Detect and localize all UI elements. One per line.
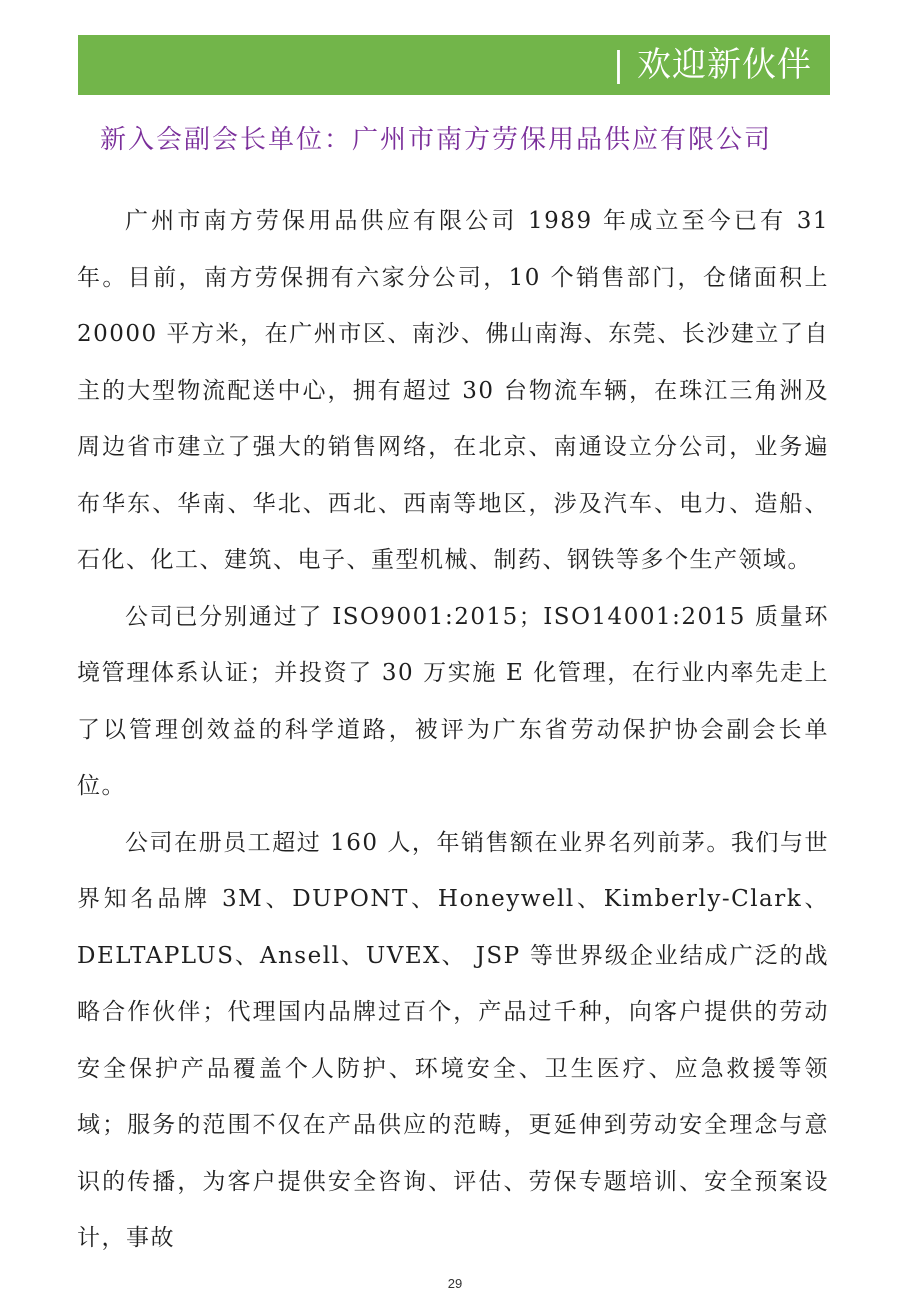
- page-number: 29: [447, 1276, 463, 1291]
- section-title: | 欢迎新伙伴: [612, 45, 812, 85]
- article-paragraph: 公司在册员工超过 160 人，年销售额在业界名列前茅。我们与世界知名品牌 3M、DUPONT、Honeywell、Kimberly-Clark、DELTAPLUS、Ansell、UVEX、 JSP 等世界级企业结成广泛的战略合作伙伴；代理国内品牌过百个，产品过千种，向客户提供的劳动安全保护产品覆盖个人防护、环境安全、卫生医疗、应急救援等领域；服务的范围不仅在产品供应的范畴，更延伸到劳动安全理念与意识的传播，为客户提供安全咨询、评估、劳保专题培训、安全预案设计，事故: [77, 829, 829, 1251]
- article-body: [77, 193, 829, 1267]
- article-headline: 新入会副会长单位：广州市南方劳保用品供应有限公司: [100, 125, 773, 155]
- article-paragraph: 公司已分别通过了 ISO9001:2015；ISO14001:2015 质量环境管理体系认证；并投资了 30 万实施 E 化管理，在行业内率先走上了以管理创效益的科学道路，被评为广东省劳动保护协会副会长单位。: [77, 603, 829, 799]
- section-header-bar: [78, 35, 830, 95]
- article-paragraph: 广州市南方劳保用品供应有限公司 1989 年成立至今已有 31 年。目前，南方劳保拥有六家分公司，10 个销售部门，仓储面积上 20000 平方米，在广州市区、南沙、佛山南海、东莞、长沙建立了自主的大型物流配送中心，拥有超过 30 台物流车辆，在珠江三角洲及周边省市建立了强大的销售网络，在北京、南通设立分公司，业务遍布华东、华南、华北、西北、西南等地区，涉及汽车、电力、造船、石化、化工、建筑、电子、重型机械、制药、钢铁等多个生产领域。: [77, 208, 829, 573]
